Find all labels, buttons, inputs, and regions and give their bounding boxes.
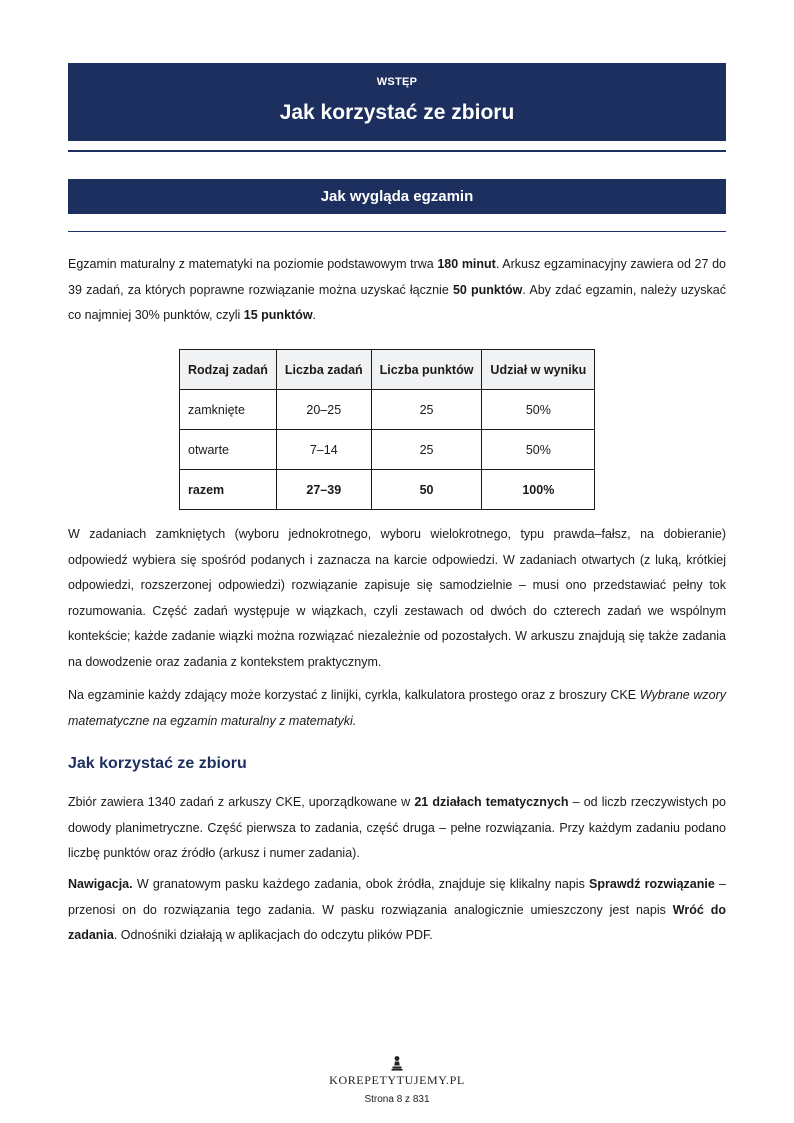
table-cell: 27–39 bbox=[276, 470, 371, 510]
table-cell: 7–14 bbox=[276, 430, 371, 470]
navigation-paragraph: Nawigacja. W granatowym pasku każdego zadania, obok źródła, znajduje się klikalny napis Sprawdź rozwiązanie – przenosi on do rozwiązania tego zadania. W pasku rozwiązania analogicznie umieszczony jest napis Wróć do zadania. Odnośniki działają w aplikacjach do odczytu plików PDF. bbox=[68, 877, 726, 943]
table-cell: 50% bbox=[482, 390, 595, 430]
page-number: Strona 8 z 831 bbox=[364, 1094, 430, 1105]
navigation-label: Nawigacja. bbox=[68, 877, 133, 891]
table-header: Udział w wyniku bbox=[482, 350, 595, 390]
table-cell: 20–25 bbox=[276, 390, 371, 430]
table-header-row bbox=[180, 350, 595, 390]
table-cell: 100% bbox=[482, 470, 595, 510]
table-cell: 50% bbox=[482, 430, 595, 470]
table-cell: razem bbox=[180, 470, 277, 510]
exam-structure-table bbox=[179, 349, 595, 510]
max-points: 50 punktów bbox=[452, 282, 523, 297]
tools-paragraph: Na egzaminie każdy zdający może korzystać z linijki, cyrkla, kalkulatora prostego oraz z broszury CKE Wybrane wzory matematyczne na egzamin maturalny z matematyki. bbox=[68, 688, 726, 728]
chess-pawn-icon bbox=[390, 1055, 404, 1071]
table-header: Liczba punktów bbox=[371, 350, 482, 390]
table-row bbox=[180, 430, 595, 470]
subheading: Jak korzystać ze zbioru bbox=[68, 755, 247, 772]
page-footer bbox=[0, 1055, 794, 1105]
back-to-task-label: Wróć do zadania bbox=[68, 902, 726, 943]
table-cell: 25 bbox=[371, 430, 482, 470]
table-cell: 25 bbox=[371, 390, 482, 430]
table-cell: zamknięte bbox=[180, 390, 277, 430]
section-title: Jak wygląda egzamin bbox=[68, 179, 726, 214]
table-header: Liczba zadań bbox=[276, 350, 371, 390]
sections-count: 21 działach tematycznych bbox=[414, 795, 569, 809]
pass-points: 15 punktów bbox=[243, 308, 313, 323]
table-cell: 50 bbox=[371, 470, 482, 510]
table-total-row bbox=[180, 470, 595, 510]
intro-paragraph: Egzamin maturalny z matematyki na poziomie podstawowym trwa 180 minut. Arkusz egzaminacyjny zawiera od 27 do 39 zadań, za których poprawne rozwiązanie można uzyskać łącznie 50 punktów. Aby zdać egzamin, należy uzyskać co najmniej 30% punktów, czyli 15 punktów. bbox=[68, 257, 726, 323]
check-solution-label: Sprawdź rozwiązanie bbox=[589, 877, 715, 891]
brand-logo-text: KOREPETYTUJEMY.PL bbox=[329, 1073, 465, 1087]
chapter-title: Jak korzystać ze zbioru bbox=[279, 101, 515, 124]
section-divider bbox=[68, 231, 726, 232]
table-header: Rodzaj zadań bbox=[180, 350, 277, 390]
collection-paragraph: Zbiór zawiera 1340 zadań z arkuszy CKE, uporządkowane w 21 działach tematycznych – od liczb rzeczywistych po dowody planimetryczne. Część pierwsza to zadania, część druga – pełne rozwiązania. Przy każdym zadaniu podano liczbę punktów oraz źródło (arkusz i numer zadania). bbox=[68, 795, 726, 861]
exam-duration: 180 minut bbox=[437, 257, 496, 271]
table-cell: otwarte bbox=[180, 430, 277, 470]
header-divider bbox=[68, 150, 726, 152]
formula-booklet-title: Wybrane wzory matematyczne na egzamin maturalny z matematyki. bbox=[68, 688, 726, 728]
tasks-paragraph: W zadaniach zamkniętych (wyboru jednokrotnego, wyboru wielokrotnego, typu prawda–fałsz, na dobieranie) odpowiedź wybiera się spośród podanych i zaznacza na karcie odpowiedzi. W zadaniach otwartych (z luką, krótkiej odpowiedzi, rozszerzonej odpowiedzi) rozwiązanie zapisuje się samodzielnie – musi ono przedstawiać pełny tok rozumowania. Część zadań występuje w wiązkach, czyli zestawach od dwóch do czterech zadań we wspólnym kontekście; każde zadanie wiązki można rozwiązać niezależnie od pozostałych. W arkuszu znajdują się także zadania na dowodzenie oraz zadania z kontekstem praktycznym. bbox=[68, 527, 726, 669]
chapter-header bbox=[68, 63, 726, 141]
chapter-eyebrow: WSTĘP bbox=[376, 76, 418, 88]
table-row bbox=[180, 390, 595, 430]
